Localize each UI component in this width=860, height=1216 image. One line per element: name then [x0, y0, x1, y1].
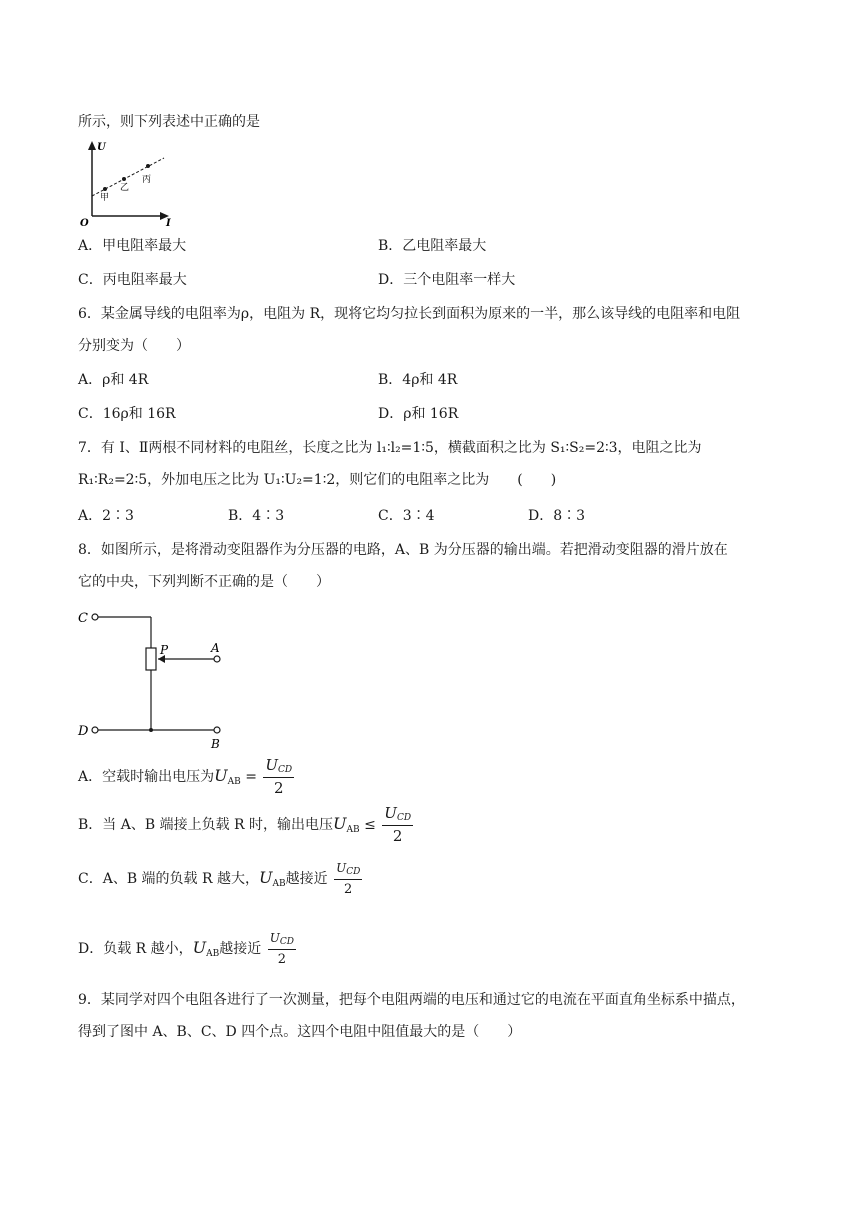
q7-option-c[interactable]: C．3∶4	[378, 508, 435, 524]
u-cd-over-2: $\frac{U_{CD}}{2}$	[384, 804, 412, 845]
q5-y-arrow	[88, 141, 96, 150]
q5-option-a[interactable]: A．甲电阻率最大	[78, 238, 187, 254]
terminal-b	[214, 727, 220, 733]
q7-option-a[interactable]: A．2∶3	[78, 508, 134, 524]
u-cd-over-2: $\frac{U_{CD}}{2}$	[336, 861, 361, 897]
junction-dot	[149, 728, 153, 732]
q5-ui-graph	[78, 138, 178, 228]
q8-stem-line2: 它的中央，下列判断不正确的是（ ）	[78, 574, 330, 590]
q7-option-d[interactable]: D．8∶3	[528, 508, 586, 524]
circuit-label-c: C	[78, 611, 88, 626]
q5-point-bing-label: 丙	[142, 175, 152, 185]
q5-point-yi-label: 乙	[120, 183, 130, 193]
circuit-label-b: B	[211, 737, 220, 750]
q9-stem-line1: 9．某同学对四个电阻各进行了一次测量，把每个电阻两端的电压和通过它的电流在平面直角坐标系中描点，	[78, 992, 745, 1008]
q8-option-b[interactable]: B．当 A、B 端接上负载 R 时，输出电压$U_{AB}$ ≤ $\frac{U_{CD}}{2}$	[78, 804, 412, 845]
u-cd-over-2: $\frac{U_{CD}}{2}$	[265, 756, 293, 797]
q5-point-bing	[146, 164, 150, 168]
q5-y-label: U	[97, 142, 106, 153]
q7-stem-line2: R₁∶R₂=2∶5，外加电压之比为 U₁∶U₂=1∶2，则它们的电阻率之比为 ( )	[78, 472, 557, 488]
q6-option-a[interactable]: A．ρ和 4R	[78, 372, 149, 388]
q5-option-d[interactable]: D．三个电阻率一样大	[378, 272, 516, 288]
q5-x-label: I	[166, 218, 171, 228]
circuit-label-a: A	[211, 641, 220, 655]
q5-point-jia	[103, 187, 107, 191]
q8-option-c[interactable]: C．A、B 端的负载 R 越大，$U_{AB}$越接近 $\frac{U_{CD}}{2}$	[78, 861, 361, 897]
q6-option-c[interactable]: C．16ρ和 16R	[78, 406, 176, 422]
q8-stem-line1: 8．如图所示，是将滑动变阻器作为分压器的电路，A、B 为分压器的输出端。若把滑动变阻器的滑片放在	[78, 542, 728, 558]
q5-point-jia-label: 甲	[100, 193, 110, 203]
q6-option-b[interactable]: B．4ρ和 4R	[378, 372, 458, 388]
terminal-a	[214, 656, 220, 662]
q6-stem-line1: 6．某金属导线的电阻率为ρ，电阻为 R，现将它均匀拉长到面积为原来的一半，那么该导线的电阻率和电阻	[78, 306, 741, 322]
q5-point-yi	[122, 177, 126, 181]
q5-option-c[interactable]: C．丙电阻率最大	[78, 272, 187, 288]
q8-circuit-diagram	[74, 602, 234, 750]
q5-origin-label: O	[80, 218, 89, 228]
q5-stem-tail: 所示，则下列表述中正确的是	[78, 114, 260, 130]
u-cd-over-2: $\frac{U_{CD}}{2}$	[269, 931, 294, 967]
q5-option-b[interactable]: B．乙电阻率最大	[378, 238, 487, 254]
q8-option-a[interactable]: A．空载时输出电压为$U_{AB}$ = $\frac{U_{CD}}{2}$	[78, 756, 293, 797]
q7-stem-line1: 7．有 Ⅰ、Ⅱ两根不同材料的电阻丝，长度之比为 l₁∶l₂=1∶5，横截面积之比为 S₁∶S₂=2∶3，电阻之比为	[78, 440, 702, 456]
q6-option-d[interactable]: D．ρ和 16R	[378, 406, 459, 422]
circuit-label-p: P	[160, 643, 169, 657]
terminal-c	[92, 614, 98, 620]
rheostat	[146, 648, 156, 670]
q7-option-b[interactable]: B．4∶3	[228, 508, 285, 524]
q6-stem-line2: 分别变为（ ）	[78, 338, 190, 354]
circuit-label-d: D	[78, 724, 89, 739]
q9-stem-line2: 得到了图中 A、B、C、D 四个点。这四个电阻中阻值最大的是（ ）	[78, 1024, 522, 1040]
terminal-d	[92, 727, 98, 733]
q8-option-d[interactable]: D．负载 R 越小，$U_{AB}$越接近 $\frac{U_{CD}}{2}$	[78, 931, 294, 967]
